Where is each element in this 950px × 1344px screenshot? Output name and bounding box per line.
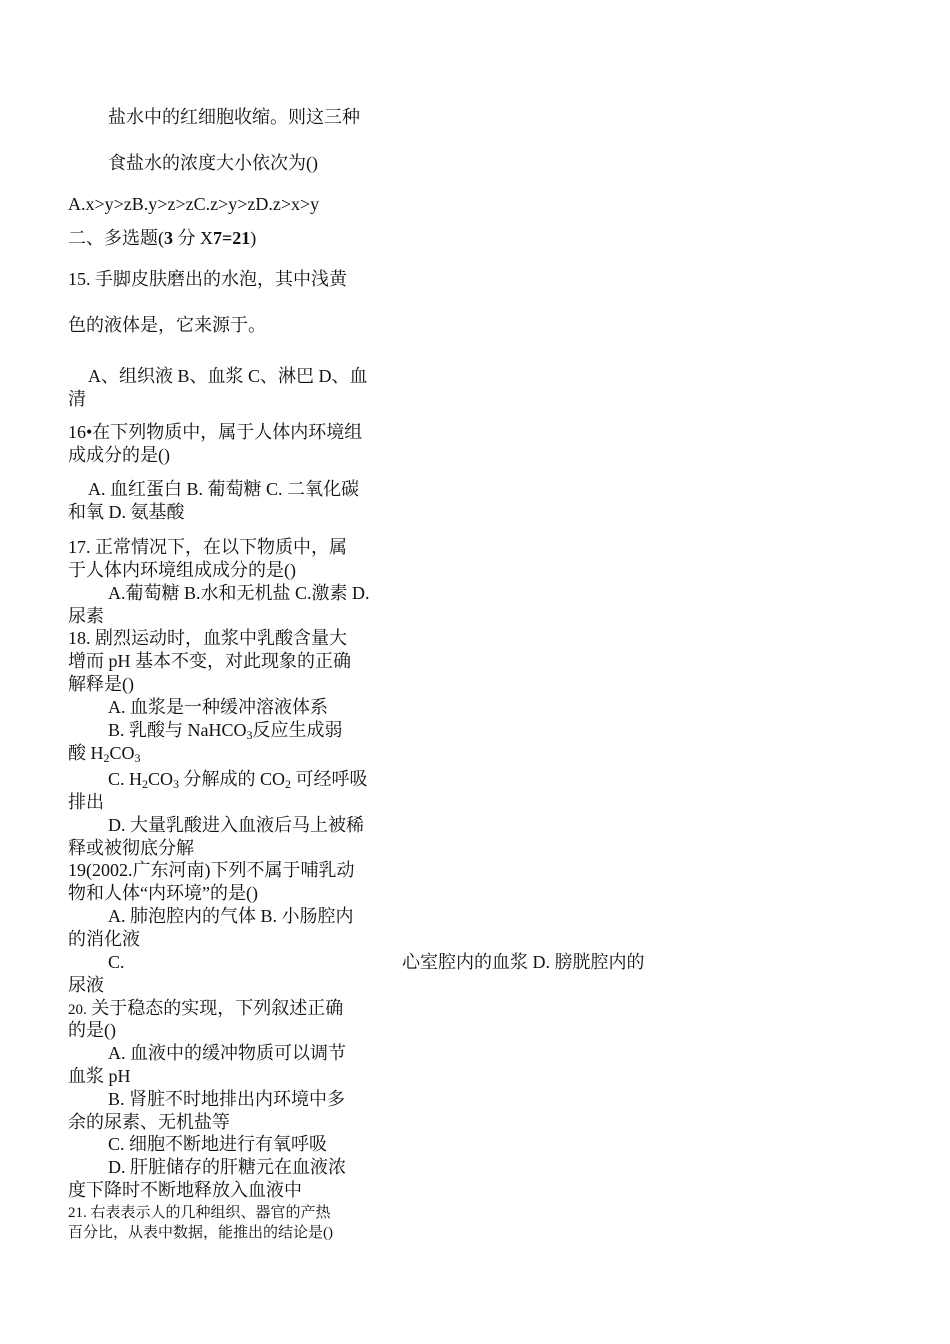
- q20-option-d-line-1: D. 肝脏储存的肝糖元在血液浓: [108, 1157, 346, 1177]
- q20-option-a-line-2: 血浆 pH: [68, 1066, 131, 1086]
- q17-stem-line-1: 17. 正常情况下，在以下物质中，属: [68, 537, 347, 557]
- q18-option-d-line-2: 释或被彻底分解: [68, 838, 194, 858]
- q15-stem-line-2: 色的液体是，它来源于。: [68, 315, 266, 335]
- q18-option-c-line-1: C. $H_2CO_3$ 分解成的 $CO_2$ 可经呼吸: [108, 769, 368, 791]
- q14-options: A.x>y>zB.y>z>zC.z>y>zD.z>x>y: [68, 194, 320, 214]
- q18-stem-line-1: 18. 剧烈运动时，血浆中乳酸含量大: [68, 628, 347, 648]
- q18-option-a: A. 血浆是一种缓冲溶液体系: [108, 697, 328, 717]
- q19-stem-line-2: 物和人体“内环境”的是(): [68, 883, 258, 903]
- q18-stem-line-2: 增而 pH 基本不变，对此现象的正确: [68, 651, 351, 671]
- q19-options-ab-line-2: 的消化液: [68, 929, 140, 949]
- intro-line-1: 盐水中的红细胞收缩。则这三种: [108, 107, 360, 127]
- q17-options-line-2: 尿素: [68, 606, 104, 626]
- q18-option-d-line-1: D. 大量乳酸进入血液后马上被稀: [108, 815, 364, 835]
- q20-option-a-line-1: A. 血液中的缓冲物质可以调节: [108, 1043, 346, 1063]
- q20-option-c: C. 细胞不断地进行有氧呼吸: [108, 1134, 328, 1154]
- q20-option-b-line-2: 余的尿素、无机盐等: [68, 1112, 230, 1132]
- q16-stem-line-1: 16•在下列物质中，属于人体内环境组: [68, 422, 363, 442]
- q16-options-line-2: 和氧 D. 氨基酸: [68, 502, 185, 522]
- q19-options-ab-line-1: A. 肺泡腔内的气体 B. 小肠腔内: [108, 906, 354, 926]
- q20-stem-line-2: 的是(): [68, 1020, 116, 1040]
- q18-option-b-line-1: B. 乳酸与 NaHCO$_3$反应生成弱: [108, 720, 343, 742]
- q18-option-c-line-2: 排出: [68, 792, 104, 812]
- q15-stem-line-1: 15. 手脚皮肤磨出的水泡，其中浅黄: [68, 269, 347, 289]
- q18-option-b-line-2: 酸 $H_2CO_3$: [68, 743, 141, 765]
- q17-stem-line-2: 于人体内环境组成成分的是(): [68, 560, 296, 580]
- intro-line-2: 食盐水的浓度大小依次为(): [108, 153, 318, 173]
- q15-options-line-1: A、组织液 B、血浆 C、淋巴 D、血: [88, 366, 368, 386]
- q21-stem-line-2: 百分比，从表中数据，能推出的结论是(): [68, 1225, 333, 1241]
- q16-options-line-1: A. 血红蛋白 B. 葡萄糖 C. 二氧化碳: [88, 479, 360, 499]
- q19-stem-line-1: 19(2002.广东河南)下列不属于哺乳动: [68, 860, 355, 880]
- q19-option-cd-text: 心室腔内的血浆 D. 膀胱腔内的: [402, 952, 645, 972]
- q17-options-line-1: A.葡萄糖 B.水和无机盐 C.激素 D.: [108, 583, 370, 603]
- q21-stem-line-1: 21. 右表表示人的几种组织、器官的产热: [68, 1205, 331, 1221]
- q20-stem-line-1: 20. 关于稳态的实现，下列叙述正确: [68, 998, 344, 1018]
- q16-stem-line-2: 成成分的是(): [68, 445, 170, 465]
- q20-option-d-line-2: 度下降时不断地释放入血液中: [68, 1180, 302, 1200]
- section-heading: 二、多选题(3 分 X7=21): [68, 228, 257, 248]
- q15-options-line-2: 清: [68, 389, 86, 409]
- q20-option-b-line-1: B. 肾脏不时地排出内环境中多: [108, 1089, 346, 1109]
- q19-option-c-label: C.: [108, 952, 125, 972]
- q19-option-d-line-2: 尿液: [68, 975, 104, 995]
- q18-stem-line-3: 解释是(): [68, 674, 134, 694]
